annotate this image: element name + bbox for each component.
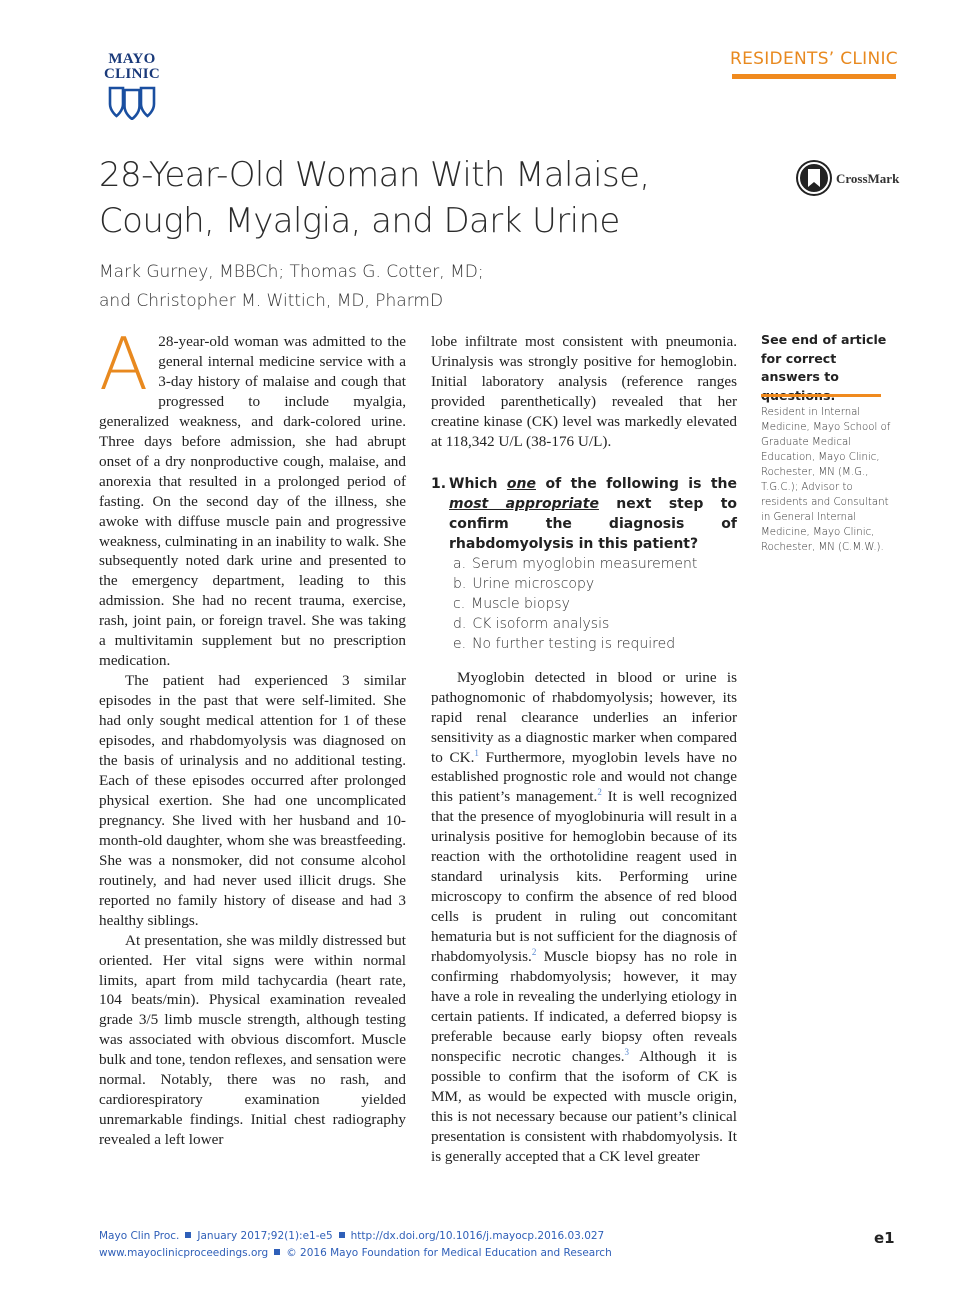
author-affiliations: Resident in Internal Medicine, Mayo School of Graduate Medical Education, Mayo Clinic, Rochester, MN (M.G., T.G.C.); Advisor to residents and Consultant in General Internal Medicine, Mayo Clinic, Rochester, MN (C.M.W.). bbox=[761, 407, 891, 553]
reference-link[interactable]: 2 bbox=[531, 947, 537, 957]
crossmark-button[interactable] bbox=[796, 160, 906, 200]
answer-option bbox=[453, 554, 737, 574]
crossmark-icon bbox=[796, 160, 832, 196]
crossmark-label: CrossMark bbox=[836, 171, 900, 186]
logo-text-clinic: CLINIC bbox=[104, 66, 160, 82]
separator-square-icon bbox=[274, 1249, 280, 1255]
question-stem-part: of the following is the bbox=[545, 475, 737, 492]
footer bbox=[99, 1228, 899, 1262]
case-paragraph-1 bbox=[99, 322, 406, 671]
option-text: Serum myoglobin measurement bbox=[472, 555, 698, 572]
case-paragraph-1-text: 28-year-old woman was admitted to the general internal medicine service with a 3-day history of malaise and cough that progressed to include myalgia, generalized weakness, and dark-colored urine. Three days before admission, she had abrupt onset of a dry nonproductive cough, malaise, and anorexia that resulted in a prolonged period of fasting. On the second day of the illness, she awoke with diffuse muscle pain and progressive weakness, culminating in an inability to walk. She subsequently noted dark urine and presented to the emergency department, leading to this admission. She had no recent trauma, exercise, rash, joint pain, or foreign travel. She was taking a multivitamin supplement but no prescription medication. bbox=[99, 333, 406, 670]
issue-info: January 2017;92(1):e1-e5 bbox=[197, 1230, 333, 1242]
case-paragraph-2: The patient had experienced 3 similar episodes in the past that were self-limited. She had only sought medical attention for 1 of these episodes, and rhabdomyolysis was diagnosed on the basis of urinalysis and no additional testing. Each of these episodes occurred after prolonged physical exertion. She had one uncomplicated pregnancy. She lived with her husband and 10-month-old daughter, whom she was breastfeeding. She was a nonsmoker, did not consume alcohol routinely, and had never used illicit drugs. She reported no family history of disease and had 3 healthy siblings. bbox=[99, 672, 406, 929]
option-text: Urine microscopy bbox=[472, 575, 595, 592]
option-letter: e. bbox=[453, 635, 467, 652]
lab-paragraph: lobe infiltrate most consistent with pneumonia. Urinalysis was strongly positive for hemoglobin. Initial laboratory analysis (reference ranges provided parenthetically) revealed that her creatine kinase (CK) level was markedly elevated at 118,342 U/L (38-176 U/L). bbox=[431, 333, 737, 450]
page-number: e1 bbox=[874, 1229, 895, 1247]
answer-options bbox=[431, 554, 737, 654]
sidebar-rule bbox=[761, 394, 881, 397]
body-column-2 bbox=[431, 332, 737, 1167]
footer-line-2 bbox=[99, 1245, 899, 1262]
authors-line-2: and Christopher M. Wittich, MD, PharmD bbox=[99, 291, 444, 311]
separator-square-icon bbox=[185, 1232, 191, 1238]
article-title: 28-Year-Old Woman With Malaise, Cough, Myalgia, and Dark Urine bbox=[99, 155, 650, 241]
question-stem-part: next step to confirm the diagnosis of rhabdomyolysis in this patient? bbox=[449, 495, 738, 552]
reference-link[interactable]: 3 bbox=[624, 1046, 630, 1057]
website-link[interactable]: www.mayoclinicproceedings.org bbox=[99, 1247, 269, 1259]
option-letter: a. bbox=[453, 555, 467, 572]
case-paragraph-3: At presentation, she was mildly distressed but oriented. Her vital signs were within normal limits, apart from mild tachycardia (heart rate, 104 beats/min). Physical examination revealed grade 3/5 limb muscle strength, although testing was associated with obvious discomfort. Muscle bulk and tone, tendon reflexes, and sensation were normal. Notably, there was no rash, and cardiorespiratory examination yielded unremarkable findings. Initial chest radiography revealed a left lower bbox=[99, 931, 406, 1149]
reference-link[interactable]: 1 bbox=[474, 747, 479, 758]
option-text: No further testing is required bbox=[472, 635, 676, 652]
question-emphasis-one: one bbox=[506, 475, 537, 492]
question-emphasis-most-appropriate: most appropriate bbox=[449, 495, 599, 512]
logo-text-mayo: MAYO bbox=[108, 51, 156, 67]
separator-square-icon bbox=[339, 1232, 345, 1238]
footer-line-1 bbox=[99, 1228, 899, 1245]
discussion-paragraph: Myoglobin detected in blood or urine is pathognomonic of rhabdomyolysis; however, its rapid renal clearance underlies an inferior sensitivity as a diagnostic marker when compared to CK.$^1$ Furthermore, myoglobin levels have no established prognostic role and would not change this patient’s management.$^2$ It is well recognized that the presence of myoglobinuria will result in a urinalysis positive for hemoglobin because of its reaction with the orthotolidine reagent used in standard urinalysis kits. Performing urine microscopy to confirm the absence of red blood cells is prudent in ruling out concomitant hematuria but is not sufficient for the diagnosis of rhabdomyolysis.$^2$ Muscle biopsy has no role in confirming rhabdomyolysis; however, it may have a role in revealing the underlying etiology in certain patients. If indicated, a deferred biopsy is preferable because early biopsy often reveals nonspecific necrotic changes.$^3$ Although it is possible to confirm that the isoform of CK is MM, as would be expected with muscle origin, this is not necessary because our patient’s clinical presentation is consistent with rhabdomyolysis. It is generally accepted that a CK level greater bbox=[431, 668, 738, 1165]
copyright: © 2016 Mayo Foundation for Medical Education and Research bbox=[286, 1247, 612, 1259]
author-list bbox=[99, 258, 699, 316]
question-number: 1. bbox=[431, 475, 447, 492]
question-1 bbox=[431, 474, 737, 654]
answer-option bbox=[453, 614, 737, 634]
option-letter: b. bbox=[453, 575, 467, 592]
doi-link[interactable]: http://dx.doi.org/10.1016/j.mayocp.2016.03.027 bbox=[350, 1230, 605, 1242]
section-label: RESIDENTS’ CLINIC bbox=[730, 49, 898, 69]
answers-note: See end of article for correct answers to bbox=[761, 332, 887, 384]
option-letter: d. bbox=[453, 615, 467, 632]
mayo-shields-icon bbox=[108, 86, 156, 120]
authors-line-1: Mark Gurney, MBBCh; Thomas G. Cotter, MD; bbox=[99, 262, 484, 282]
answer-option bbox=[453, 634, 737, 654]
question-stem-part: Which bbox=[449, 475, 498, 492]
drop-cap: A bbox=[99, 322, 149, 406]
option-text: CK isoform analysis bbox=[472, 615, 610, 632]
mayo-clinic-logo bbox=[96, 52, 168, 128]
reference-link[interactable]: 2 bbox=[597, 787, 602, 798]
answer-option bbox=[453, 574, 737, 594]
option-text: Muscle biopsy bbox=[471, 595, 570, 612]
answer-option bbox=[453, 594, 737, 614]
question-stem bbox=[431, 474, 737, 554]
journal-name: Mayo Clin Proc. bbox=[99, 1230, 180, 1242]
section-rule bbox=[732, 74, 896, 79]
option-letter: c. bbox=[453, 595, 466, 612]
body-column-1 bbox=[99, 322, 406, 1150]
